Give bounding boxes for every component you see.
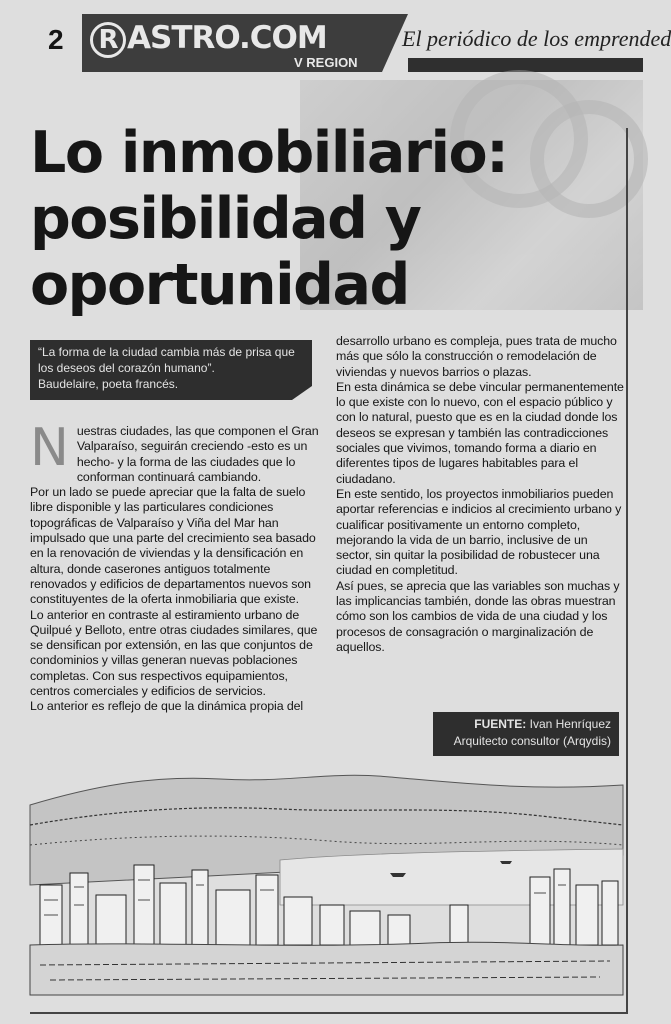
- region-label: V REGION: [294, 55, 358, 70]
- headline-line-1: Lo inmobiliario:: [30, 120, 508, 186]
- article-paragraph: desarrollo urbano es compleja, pues trata de mucho más que sólo la construcción o remodelación de viviendas y nuevos barrios o plazas.: [336, 334, 617, 379]
- credit-role: Arquitecto consultor (Arqydis): [453, 734, 611, 748]
- epigraph-quote-text: “La forma de la ciudad cambia más de prisa que los deseos del corazón humano”.: [38, 345, 295, 375]
- article-column-left: [30, 418, 322, 715]
- brand-logo-initial: R: [90, 22, 126, 58]
- article-paragraph-text: uestras ciudades, las que componen el Gran Valparaíso, seguirán creciendo -esto es un hecho- y la forma de las ciudades que lo conforman continuará cambiando.: [76, 424, 319, 484]
- epigraph-quote-author: Baudelaire, poeta francés.: [38, 377, 179, 391]
- page-bottom-rule: [30, 1012, 628, 1014]
- headline-line-3: oportunidad: [30, 252, 409, 318]
- drop-cap: N: [30, 418, 69, 478]
- masthead: [82, 14, 671, 72]
- article-paragraph: Lo anterior es reflejo de que la dinámica propia del: [30, 699, 304, 714]
- article-column-right: [336, 334, 626, 655]
- article-paragraph: Por un lado se puede apreciar que la falta de suelo libre disponible y las particulares condiciones topográficas de Valparaíso y Viña del Mar han impulsado que una parte del crecimiento sea basado en la renovación de viviendas y la densificación en altura, donde caserones antiguos totalmente renovados y edificios de departamentos nuevos son constituyentes de la oferta inmobiliaria que existe.: [30, 485, 316, 607]
- headline-line-2: posibilidad y: [30, 186, 421, 252]
- epigraph-quote-box: [30, 340, 312, 400]
- credit-label: FUENTE:: [474, 717, 527, 731]
- brand-logo-text: ASTRO.COM: [127, 20, 327, 56]
- sketch-bay: [280, 849, 623, 905]
- article-paragraph: Así pues, se aprecia que las variables son muchas y las implicancias también, donde las obras muestran cómo son los cambios de vida de una ciudad y los procesos de consagración o marginalización de aquellos.: [336, 578, 620, 654]
- article-paragraph: [30, 418, 322, 485]
- quote-box-corner: [292, 386, 312, 400]
- article-headline: [30, 120, 620, 318]
- page-number: 2: [48, 24, 63, 55]
- source-credit-box: [433, 712, 619, 756]
- article-paragraph: En este sentido, los proyectos inmobiliarios pueden aportar referencias e indicios al crecimiento urbano y cualificar positivamente un entorno completo, mejorando la vida de un barrio, inclusive de un sector, sin quitar la posibilidad de robustecer una ciudad en completitud.: [336, 486, 622, 578]
- masthead-tagline: El periódico de los emprended: [402, 26, 671, 51]
- article-paragraph: En esta dinámica se debe vincular permanentemente lo que existe con lo nuevo, con el espacio público y con lo natural, puesto que es en la ciudad donde los deseos se expresan y también las contradicciones sociales que vivimos, tomando forma a diario en diferentes tipos de lugares habitables para el ciudadano.: [336, 379, 624, 486]
- brand-logo: [90, 20, 327, 58]
- city-sketch-illustration: [30, 765, 623, 1005]
- sketch-waterfront: [30, 942, 623, 995]
- column-rule-right: [626, 128, 628, 1013]
- article-paragraph: Lo anterior en contraste al estiramiento urbano de Quilpué y Belloto, entre otras ciudades similares, que se densifican por extensión, en las que conjuntos de condominios y villas generan nuevas poblaciones completas. Con sus respectivos equipamientos, centros comerciales y edificios de servicios.: [30, 607, 318, 699]
- credit-name: Ivan Henríquez: [529, 717, 611, 731]
